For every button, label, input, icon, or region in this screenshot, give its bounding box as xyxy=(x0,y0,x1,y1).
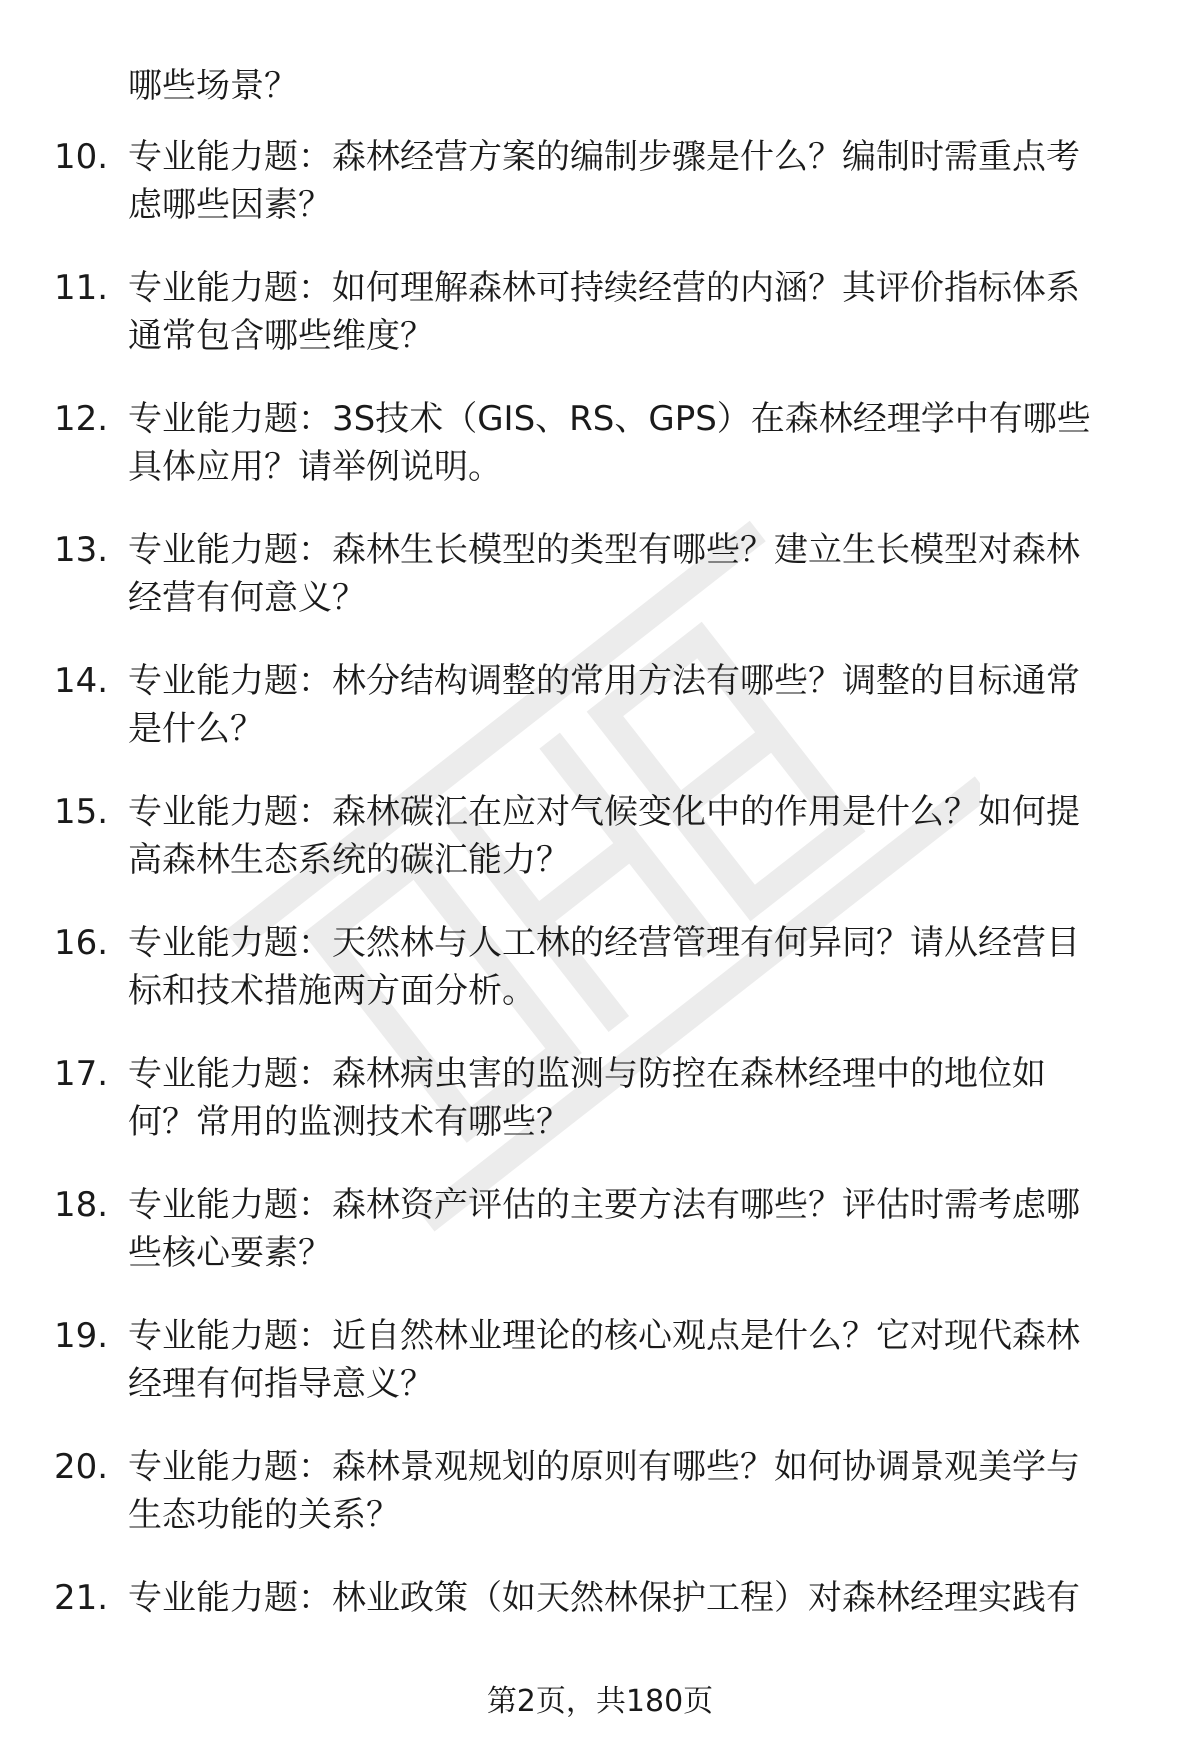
question-text-line: 专业能力题：天然林与人工林的经营管理有何异同？请从经营目 xyxy=(128,923,1080,963)
question-list xyxy=(0,133,1200,1705)
question-number: 20. xyxy=(54,1447,109,1487)
question-text xyxy=(128,1574,1138,1622)
question-number: 21. xyxy=(54,1578,109,1618)
page-footer: 第2页，共180页 xyxy=(486,1684,714,1719)
question-item xyxy=(0,1312,1200,1443)
question-text-line: 具体应用？请举例说明。 xyxy=(128,447,502,487)
question-text-line: 专业能力题：如何理解森林可持续经营的内涵？其评价指标体系 xyxy=(128,268,1080,308)
question-text-line: 标和技术措施两方面分析。 xyxy=(128,971,536,1011)
question-item xyxy=(0,1050,1200,1181)
question-number: 14. xyxy=(54,661,109,701)
question-text xyxy=(128,133,1138,229)
question-text-line: 专业能力题：森林碳汇在应对气候变化中的作用是什么？如何提 xyxy=(128,792,1080,832)
question-text-line: 专业能力题：森林经营方案的编制步骤是什么？编制时需重点考 xyxy=(128,137,1080,177)
question-item xyxy=(0,788,1200,919)
question-text xyxy=(128,788,1138,884)
question-item xyxy=(0,264,1200,395)
question-text-line: 专业能力题：林分结构调整的常用方法有哪些？调整的目标通常 xyxy=(128,661,1080,701)
question-text xyxy=(128,657,1138,753)
question-number: 15. xyxy=(54,792,109,832)
question-number: 16. xyxy=(54,923,109,963)
question-text-line: 何？常用的监测技术有哪些？ xyxy=(128,1102,570,1142)
question-text xyxy=(128,526,1138,622)
question-number: 18. xyxy=(54,1185,109,1225)
question-item xyxy=(0,133,1200,264)
question-text xyxy=(128,264,1138,360)
question-text-line: 虑哪些因素？ xyxy=(128,185,332,225)
question-text-line: 经营有何意义？ xyxy=(128,578,366,618)
continuation-line: 哪些场景？ xyxy=(128,66,298,106)
question-item xyxy=(0,657,1200,788)
question-text-line: 高森林生态系统的碳汇能力？ xyxy=(128,840,570,880)
question-text xyxy=(128,395,1138,491)
question-number: 19. xyxy=(54,1316,109,1356)
question-text-line: 些核心要素？ xyxy=(128,1233,332,1273)
question-text-line: 专业能力题：森林病虫害的监测与防控在森林经理中的地位如 xyxy=(128,1054,1046,1094)
question-number: 12. xyxy=(54,399,109,439)
question-text-line: 专业能力题：3S技术（GIS、RS、GPS）在森林经理学中有哪些 xyxy=(128,399,1091,439)
question-text xyxy=(128,1443,1138,1539)
question-item xyxy=(0,1443,1200,1574)
question-text-line: 专业能力题：森林资产评估的主要方法有哪些？评估时需考虑哪 xyxy=(128,1185,1080,1225)
question-text-line: 是什么？ xyxy=(128,709,264,749)
question-number: 10. xyxy=(54,137,109,177)
question-text-line: 专业能力题：森林生长模型的类型有哪些？建立生长模型对森林 xyxy=(128,530,1080,570)
question-item xyxy=(0,526,1200,657)
question-number: 13. xyxy=(54,530,109,570)
question-text-line: 生态功能的关系？ xyxy=(128,1495,400,1535)
question-number: 17. xyxy=(54,1054,109,1094)
question-number: 11. xyxy=(54,268,109,308)
question-text xyxy=(128,1181,1138,1277)
question-text xyxy=(128,1050,1138,1146)
question-text-line: 专业能力题：森林景观规划的原则有哪些？如何协调景观美学与 xyxy=(128,1447,1080,1487)
question-item xyxy=(0,919,1200,1050)
question-text-line: 专业能力题：近自然林业理论的核心观点是什么？它对现代森林 xyxy=(128,1316,1080,1356)
question-text xyxy=(128,919,1138,1015)
question-item xyxy=(0,1181,1200,1312)
question-text-line: 专业能力题：林业政策（如天然林保护工程）对森林经理实践有 xyxy=(128,1578,1080,1618)
question-item xyxy=(0,395,1200,526)
question-text-line: 经理有何指导意义？ xyxy=(128,1364,434,1404)
question-text-line: 通常包含哪些维度？ xyxy=(128,316,434,356)
question-text xyxy=(128,1312,1138,1408)
